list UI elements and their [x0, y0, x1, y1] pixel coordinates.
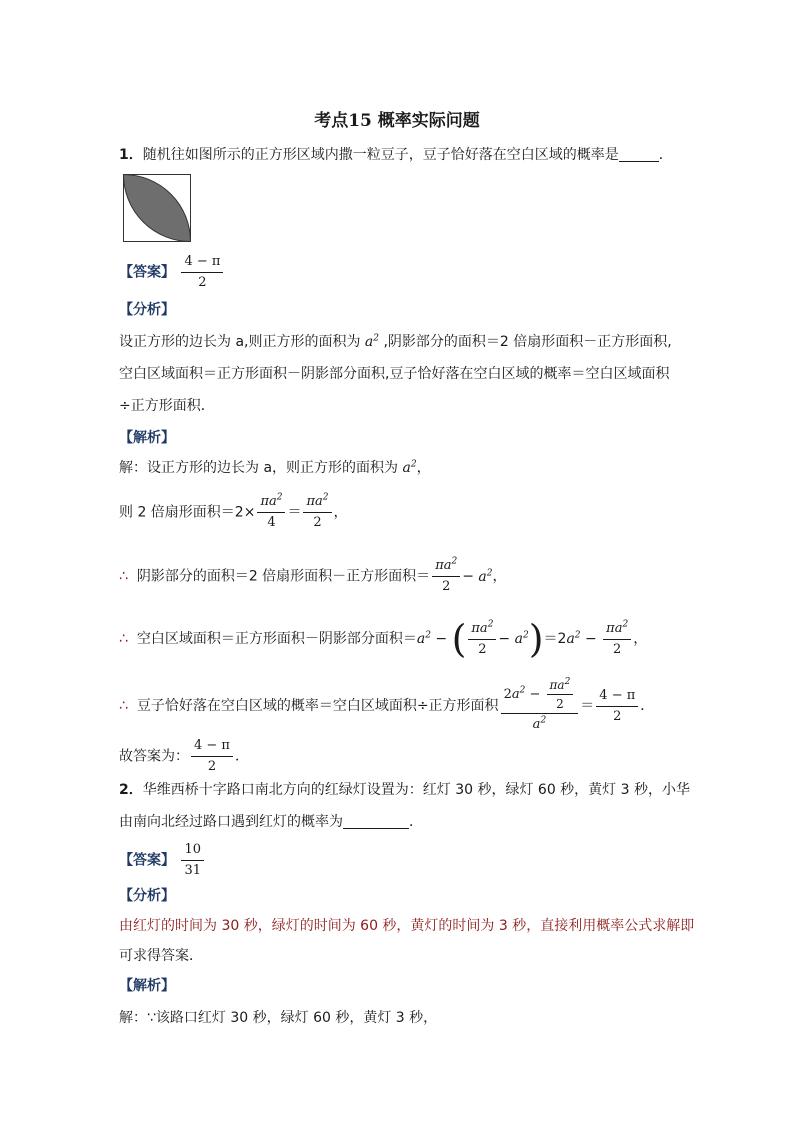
answer-tag: 【答案】 [119, 264, 175, 281]
answer-blank [343, 828, 409, 829]
analysis-tag: 【分析】 [119, 888, 175, 904]
question-2 [119, 780, 690, 800]
answer-fraction: $\frac{4 - \pi}{2}$ [181, 254, 223, 291]
question-text: 华维西桥十字路口南北方向的红绿灯设置为：红灯 30 秒，绿灯 60 秒，黄灯 3 秒，小华 [142, 782, 690, 798]
solution-line: 故答案为： $\frac{4 - \pi}{2}$ ． [119, 738, 249, 774]
solution-tag: 【解析】 [119, 430, 175, 446]
answer-1 [119, 254, 225, 291]
answer-fraction: $\frac{10}{31}$ [181, 842, 204, 879]
analysis-line: 由红灯的时间为 30 秒，绿灯的时间为 60 秒，黄灯的时间为 3 秒，直接利用概率公式求解即 [119, 918, 695, 934]
analysis-line: ÷正方形面积． [119, 398, 215, 414]
question-number: 2． [119, 782, 143, 798]
analysis-line: 空白区域面积＝正方形面积－阴影部分面积,豆子恰好落在空白区域的概率＝空白区域面积 [119, 366, 670, 382]
solution-line: ∴ 豆子恰好落在空白区域的概率＝空白区域面积÷正方形面积 $2a^2$ − $\frac{\pi a^2}{2}$ $a^2$ ＝ $\frac{4 - \pi}{2}$ ． [119, 677, 655, 732]
square-leaf-figure [123, 174, 193, 244]
question-text: 随机往如图所示的正方形区域内撒一粒豆子，豆子恰好落在空白区域的概率是 [142, 147, 619, 163]
solution-line: ∴ 空白区域面积＝正方形面积－阴影部分面积$=a^2$ − ( $\frac{\pi a^2}{2}$ − $a^2)=2a^2$ − $\frac{\pi a^2}{2}$ ， [119, 617, 648, 661]
solution-line: 解：∵该路口红灯 30 秒，绿灯 60 秒，黄灯 3 秒， [119, 1010, 438, 1026]
solution-line: ∴ 阴影部分的面积＝2 倍扇形面积－正方形面积＝ $\frac{\pi a^2}{2}$ − $a^2$， [119, 556, 507, 594]
answer-tag: 【答案】 [119, 852, 175, 869]
page-title: 考点15 概率实际问题 [314, 111, 480, 131]
question-1: 1．随机往如图所示的正方形区域内撒一粒豆子，豆子恰好落在空白区域的概率是 ． [119, 147, 673, 163]
solution-line: 解：设正方形的边长为 a，则正方形的面积为 $a^2$， [119, 459, 431, 476]
answer-blank [619, 161, 659, 162]
answer-2 [119, 842, 206, 879]
analysis-line: 可求得答案． [119, 948, 203, 964]
solution-line: 则 2 倍扇形面积＝2× $\frac{\pi a^2}{4}$ ＝ $\frac{\pi a^2}{2}$ ， [119, 492, 348, 530]
question-number: 1． [119, 147, 143, 163]
question-2-line-2: 由南向北经过路口遇到红灯的概率为 ． [119, 814, 423, 830]
solution-tag: 【解析】 [119, 978, 175, 994]
analysis-tag: 【分析】 [119, 302, 175, 318]
analysis-line: 设正方形的边长为 a,则正方形的面积为 $a^2$ ,阴影部分的面积＝2 倍扇形面积－正方形面积, [119, 333, 672, 350]
